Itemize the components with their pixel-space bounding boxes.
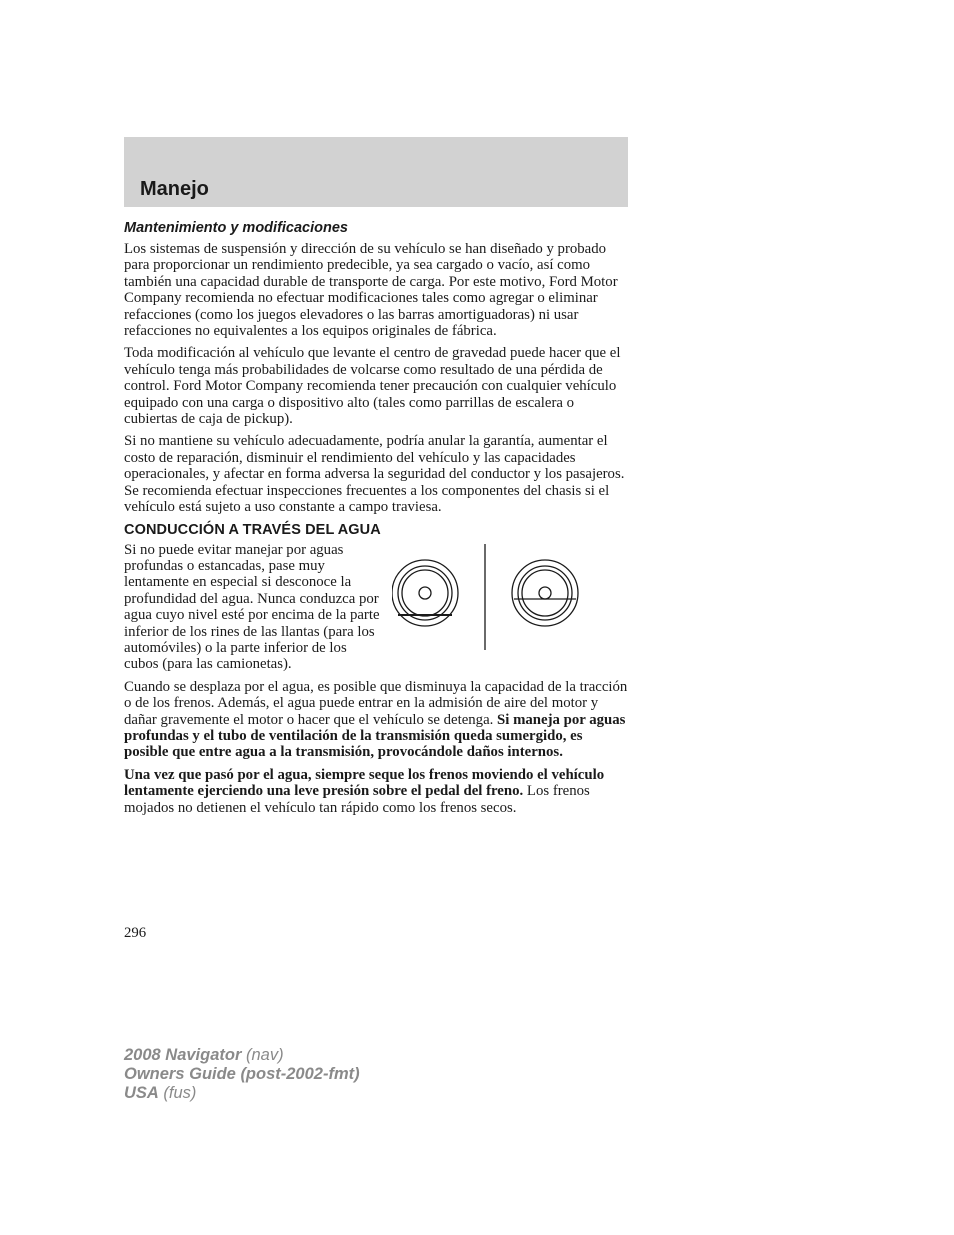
- page-content: [124, 220, 628, 822]
- paragraph: Si no mantiene su vehículo adecuadamente, podría anular la garantía, aumentar el costo de reparación, disminuir el rendimiento del vehículo y las capacidades operacionales, y afectar en forma adversa la seguridad del conductor y los pasajeros. Se recomienda efectuar inspecciones frecuentes a los componentes del chasis si el vehículo está sujeto a uso constante a campo traviesa.: [124, 433, 625, 516]
- paragraph: Los sistemas de suspensión y dirección de su vehículo se han diseñado y probado para proporcionar un rendimiento predecible, ya sea cargado o vacío, así como también una capacidad durable de transporte de carga. Por este motivo, Ford Motor Company recomienda no efectuar modificaciones tales como agregar o eliminar refacciones (como los juegos elevadores o las barras amortiguadoras) ni usar refacciones no equivalentes a los equipos originales de fábrica.: [124, 241, 618, 340]
- section-heading-maintenance: Mantenimiento y modificaciones: [124, 220, 348, 236]
- paragraph: Toda modificación al vehículo que levante el centro de gravedad puede hacer que el vehículo tenga más probabilidades de volcarse como resultado de una pérdida de control. Ford Motor Company recomienda tener precaución con cualquier vehículo equipado con una carga o dispositivo alto (tales como parrillas de escalera o cubiertas de caja de pickup).: [124, 345, 621, 428]
- page-number: 296: [124, 925, 147, 941]
- wheel-water-level-illustration: [392, 544, 606, 656]
- paragraph: Cuando se desplaza por el agua, es posible que disminuya la capacidad de la tracción o de los frenos. Además, el agua puede entrar en la admisión de aire del motor y dañar gravemente el motor o hacer que el vehículo se detenga. Si maneja por aguas profundas y el tubo de ventilación de la transmisión queda sumergido, es posible que entre agua a la transmisión, provocándole daños internos.: [124, 678, 628, 761]
- truck-wheel-icon: [512, 560, 578, 626]
- paragraph: Una vez que pasó por el agua, siempre seque los frenos moviendo el vehículo lentamente ejerciendo una leve presión sobre el pedal del freno. Los frenos mojados no detienen el vehículo tan rápido como los frenos secos.: [124, 766, 605, 816]
- paragraph: Si no puede evitar manejar por aguas profundas o estancadas, pase muy lentamente en especial si desconoce la profundidad del agua. Nunca conduzca por agua cuyo nivel esté por encima de la parte inferior de los rines de las llantas (para los automóviles) o la parte inferior de los cubos (para las camionetas).: [124, 541, 380, 673]
- chapter-title: Manejo: [140, 178, 209, 200]
- water-intro-block: [124, 542, 628, 679]
- document-footer: 2008 Navigator (nav) Owners Guide (post-2002-fmt) USA (fus): [124, 1046, 360, 1102]
- chapter-header: [124, 137, 628, 207]
- car-wheel-icon: [392, 560, 458, 626]
- section-heading-water: CONDUCCIÓN A TRAVÉS DEL AGUA: [124, 521, 381, 538]
